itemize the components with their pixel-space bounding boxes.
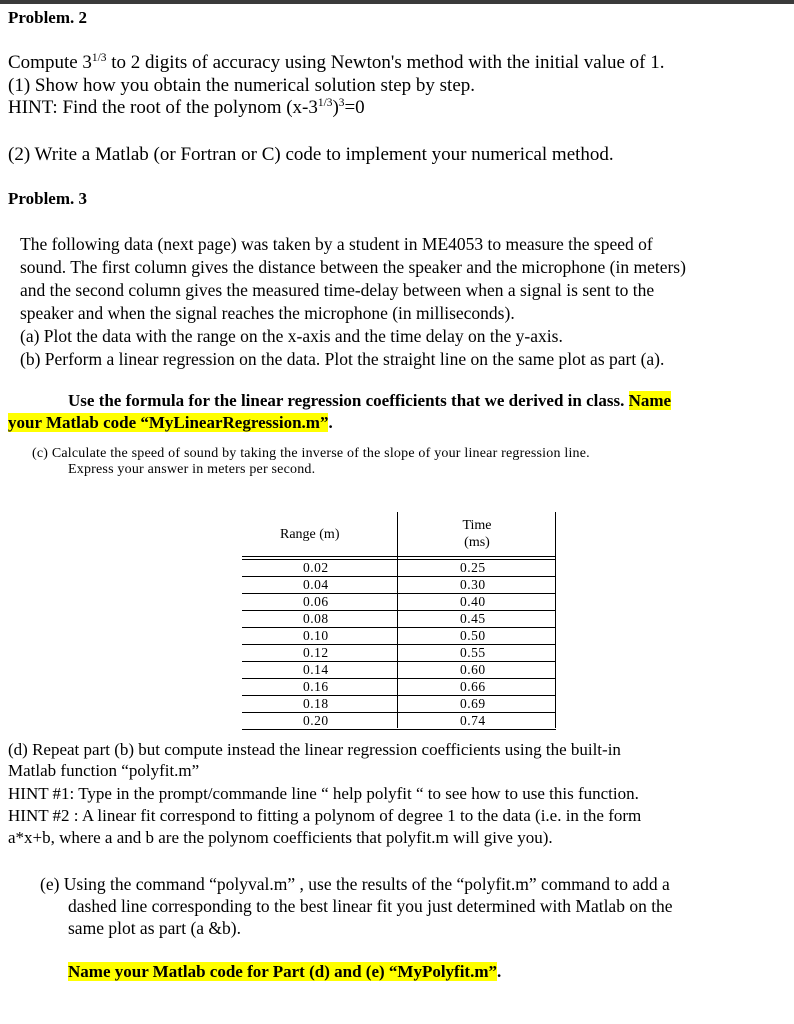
time-cell: 0.30 — [460, 577, 486, 592]
time-cell: 0.69 — [460, 696, 486, 711]
range-cell: 0.16 — [303, 679, 329, 694]
range-cell: 0.04 — [303, 577, 329, 592]
table-row — [242, 577, 556, 594]
range-cell: 0.12 — [303, 645, 329, 660]
paragraph-line: (b) Perform a linear regression on the data. Plot the straight line on the same plot as part (a). — [20, 349, 665, 369]
problem2-heading: Problem. 2 — [8, 8, 88, 27]
part-e-line: same plot as part (a &b). — [68, 918, 242, 938]
regression-code-name: your Matlab code “MyLinearRegression.m”. — [8, 413, 333, 432]
table-row — [242, 662, 556, 679]
table-row — [242, 696, 556, 713]
paragraph-line: (a) Plot the data with the range on the x-axis and the time delay on the y-axis. — [20, 326, 563, 346]
part-c-line: Express your answer in meters per second. — [68, 462, 316, 477]
problem2-part2: (2) Write a Matlab (or Fortran or C) code to implement your numerical method. — [8, 144, 614, 165]
problem3-heading: Problem. 3 — [8, 189, 88, 208]
final-code-name: Name your Matlab code for Part (d) and (e) “MyPolyfit.m”. — [68, 962, 502, 981]
problem2-hint: HINT: Find the root of the polynom $(x-3^{1/3})^3=0$ — [8, 97, 365, 118]
problem2-part1: (1) Show how you obtain the numerical solution step by step. — [8, 75, 476, 96]
time-cell: 0.45 — [460, 611, 486, 626]
table-row — [242, 679, 556, 696]
range-cell: 0.20 — [303, 713, 329, 728]
range-cell: 0.10 — [303, 628, 329, 643]
part-c-line: (c) Calculate the speed of sound by taking the inverse of the slope of your linear regression line. — [32, 446, 590, 461]
time-cell: 0.60 — [460, 662, 486, 677]
range-cell: 0.14 — [303, 662, 329, 677]
range-cell: 0.08 — [303, 611, 329, 626]
top-border — [0, 0, 794, 4]
time-cell: 0.25 — [460, 560, 486, 575]
part-d-line: a*x+b, where a and b are the polynom coefficients that polyfit.m will give you). — [8, 828, 553, 847]
paragraph-line: speaker and when the signal reaches the microphone (in milliseconds). — [20, 303, 515, 323]
part-d-line: HINT #1: Type in the prompt/commande line “ help polyfit “ to see how to use this function. — [8, 784, 639, 803]
paragraph-line: The following data (next page) was taken by a student in ME4053 to measure the speed of — [20, 234, 653, 254]
range-cell: 0.02 — [303, 560, 329, 575]
table-row — [242, 713, 556, 730]
header-time: Time — [462, 518, 492, 533]
table-row — [242, 560, 556, 577]
time-cell: 0.74 — [460, 713, 486, 728]
table-row — [242, 594, 556, 611]
part-d-line: (d) Repeat part (b) but compute instead the linear regression coefficients using the built-in — [8, 740, 621, 759]
time-cell: 0.55 — [460, 645, 486, 660]
regression-instruction: Use the formula for the linear regression coefficients that we derived in class. Name — [68, 391, 672, 410]
part-d-line: HINT #2 : A linear fit correspond to fitting a polynom of degree 1 to the data (i.e. in the form — [8, 806, 642, 825]
table-row — [242, 628, 556, 645]
time-cell: 0.50 — [460, 628, 486, 643]
time-cell: 0.40 — [460, 594, 486, 609]
part-d-line: Matlab function “polyfit.m” — [8, 761, 200, 780]
paragraph-line: and the second column gives the measured time-delay between when a signal is sent to the — [20, 280, 655, 300]
header-time-unit: (ms) — [464, 535, 490, 550]
part-e-line: (e) Using the command “polyval.m” , use the results of the “polyfit.m” command to add a — [40, 874, 670, 894]
paragraph-line: sound. The first column gives the distance between the speaker and the microphone (in meters) — [20, 257, 686, 277]
time-cell: 0.66 — [460, 679, 486, 694]
table-header-rule — [242, 556, 556, 557]
table-row — [242, 645, 556, 662]
data-table — [242, 512, 556, 728]
range-cell: 0.18 — [303, 696, 329, 711]
header-range: Range (m) — [280, 527, 340, 542]
range-cell: 0.06 — [303, 594, 329, 609]
part-e-line: dashed line corresponding to the best linear fit you just determined with Matlab on the — [68, 896, 673, 916]
table-row — [242, 611, 556, 628]
problem2-statement: Compute $3^{1/3}$ to 2 digits of accuracy using Newton's method with the initial value of 1. — [8, 52, 665, 73]
